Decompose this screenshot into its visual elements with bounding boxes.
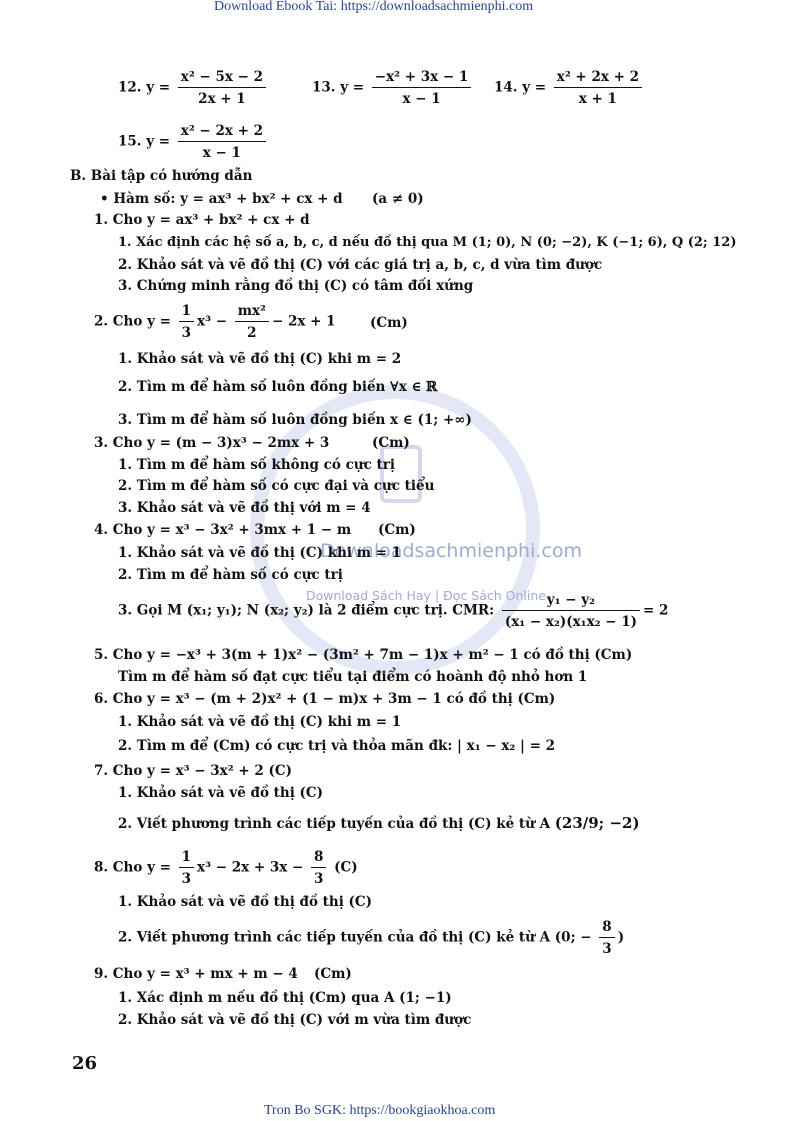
numerator: y₁ − y₂ <box>546 592 596 608</box>
numerator: x² − 2x + 2 <box>180 123 263 139</box>
fraction <box>179 302 194 342</box>
exercise-13 <box>312 68 474 108</box>
denominator: x − 1 <box>178 141 266 162</box>
problem-1-step-1: 1. Xác định các hệ số a, b, c, d nếu đồ thị qua M (1; 0), N (0; −2), K (−1; 6), Q (2; 12) <box>118 235 737 250</box>
numerator: 1 <box>181 303 192 319</box>
problem-5-step-1: Tìm m để hàm số đạt cực tiểu tại điểm có hoành độ nhỏ hơn 1 <box>118 669 588 685</box>
problem-4-step-3 <box>118 591 668 631</box>
problem-2-title <box>94 302 336 342</box>
problem-5-title: 5. Cho y = −x³ + 3(m + 1)x² − (3m² + 7m − 1)x + m² − 1 có đồ thị (Cm) <box>94 647 633 663</box>
equation-tag: (C) <box>334 859 358 876</box>
numerator: 8 <box>602 919 612 935</box>
footer-link[interactable]: Tron Bo SGK: https://bookgiaokhoa.com <box>264 1103 496 1118</box>
problem-4-step-2: 2. Tìm m để hàm số có cực trị <box>118 567 343 583</box>
numerator: x² + 2x + 2 <box>556 69 639 85</box>
fraction <box>178 68 266 108</box>
problem-8-step-2 <box>118 918 624 958</box>
problem-3-tag: (Cm) <box>372 435 410 451</box>
denominator: 3 <box>179 321 194 342</box>
problem-label: 2. Cho <box>94 313 143 330</box>
fraction <box>179 848 194 888</box>
exercise-14 <box>494 68 645 108</box>
problem-3-title: 3. Cho y = (m − 3)x³ − 2mx + 3 <box>94 435 330 451</box>
fraction <box>178 122 266 162</box>
problem-4-step-1: 1. Khảo sát và vẽ đồ thị (C) khi m = 1 <box>118 545 402 561</box>
problem-7-step-2 <box>118 814 640 833</box>
problem-1-step-2: 2. Khảo sát và vẽ đồ thị (C) với các giá trị a, b, c, d vừa tìm được <box>118 257 603 273</box>
exercise-label: 13. <box>312 79 336 96</box>
problem-1-title: 1. Cho y = ax³ + bx² + cx + d <box>94 212 310 228</box>
denominator: 3 <box>311 867 326 888</box>
problem-7-step-1: 1. Khảo sát và vẽ đồ thị (C) <box>118 785 324 801</box>
equation-term: − 2x + 1 <box>271 313 336 330</box>
problem-6-title: 6. Cho y = x³ − (m + 2)x² + (1 − m)x + 3m − 1 có đồ thị (Cm) <box>94 691 556 707</box>
problem-2-step-1: 1. Khảo sát và vẽ đồ thị (C) khi m = 2 <box>118 351 402 367</box>
problem-label: 8. Cho <box>94 859 143 876</box>
denominator: 2x + 1 <box>178 87 266 108</box>
problem-3-step-3: 3. Khảo sát và vẽ đồ thị với m = 4 <box>118 500 371 516</box>
problem-1-step-3: 3. Chứng minh rằng đồ thị (C) có tâm đối xứng <box>118 278 474 294</box>
section-b-condition: (a ≠ 0) <box>372 191 424 207</box>
section-b-title: B. Bài tập có hướng dẫn <box>70 168 253 184</box>
exercise-15 <box>118 122 269 162</box>
problem-6-step-1: 1. Khảo sát và vẽ đồ thị (C) khi m = 1 <box>118 714 402 730</box>
problem-9-tag: (Cm) <box>314 966 352 982</box>
denominator: 3 <box>599 937 614 958</box>
numerator: 8 <box>314 849 324 865</box>
problem-9-step-2: 2. Khảo sát và vẽ đồ thị (C) với m vừa tìm được <box>118 1012 472 1028</box>
fraction <box>502 591 640 631</box>
fraction <box>311 848 326 888</box>
step-text-end: ) <box>617 929 625 946</box>
step-text: 3. Gọi M (x₁; y₁); N (x₂; y₂) là 2 điểm cực trị. CMR: <box>118 602 495 619</box>
fraction <box>235 302 269 342</box>
equation-lhs: y = <box>147 859 171 876</box>
exercise-label: 14. <box>494 79 518 96</box>
denominator: (x₁ − x₂)(x₁x₂ − 1) <box>502 610 640 631</box>
equation-lhs: y = <box>522 79 547 96</box>
equation-rhs: = 2 <box>643 602 669 619</box>
equation-lhs: y = <box>146 79 171 96</box>
problem-2-step-2: 2. Tìm m để hàm số luôn đồng biến ∀x ∈ ℝ <box>118 379 438 395</box>
watermark-site: Downloadsachmienphi.com <box>320 540 582 562</box>
problem-4-tag: (Cm) <box>378 522 416 538</box>
page-number: 26 <box>72 1053 98 1074</box>
denominator: 3 <box>179 867 194 888</box>
denominator: 2 <box>235 321 269 342</box>
section-b-function: • Hàm số: y = ax³ + bx² + cx + d <box>100 191 343 207</box>
problem-8-step-1: 1. Khảo sát và vẽ đồ thị đồ thị (C) <box>118 894 373 910</box>
exercise-label: 15. <box>118 133 142 150</box>
equation-lhs: y = <box>146 133 171 150</box>
exercise-12 <box>118 68 269 108</box>
problem-3-step-2: 2. Tìm m để hàm số có cực đại và cực tiểu <box>118 478 435 494</box>
denominator: x + 1 <box>554 87 642 108</box>
problem-9-title: 9. Cho y = x³ + mx + m − 4 <box>94 966 298 982</box>
fraction <box>372 68 472 108</box>
equation-lhs: y = <box>340 79 365 96</box>
problem-4-title: 4. Cho y = x³ − 3x² + 3mx + 1 − m <box>94 522 352 538</box>
header-link[interactable]: Download Ebook Tai: https://downloadsachmienphi.com <box>214 0 534 14</box>
denominator: x − 1 <box>372 87 472 108</box>
numerator: 1 <box>181 849 192 865</box>
problem-2-step-3: 3. Tìm m để hàm số luôn đồng biến x ∈ (1; +∞) <box>118 412 472 428</box>
equation-term: x³ − 2x + 3x − <box>197 859 304 876</box>
step-text: 2. Viết phương trình các tiếp tuyến của đồ thị (C) kẻ từ A <box>118 816 551 832</box>
problem-3-step-1: 1. Tìm m để hàm số không có cực trị <box>118 457 396 473</box>
problem-7-title: 7. Cho y = x³ − 3x² + 2 (C) <box>94 763 292 779</box>
watermark-tagline: Download Sách Hay | Đọc Sách Online <box>306 588 546 603</box>
equation-lhs: y = <box>147 313 171 330</box>
equation-term: x³ − <box>197 313 228 330</box>
exercise-label: 12. <box>118 79 142 96</box>
fraction <box>599 918 614 958</box>
problem-6-step-2: 2. Tìm m để (Cm) có cực trị và thỏa mãn đk: | x₁ − x₂ | = 2 <box>118 738 556 754</box>
numerator: mx² <box>237 303 266 319</box>
problem-8-title <box>94 848 358 888</box>
step-text: 2. Viết phương trình các tiếp tuyến của đồ thị (C) kẻ từ A (0; − <box>118 929 592 946</box>
numerator: −x² + 3x − 1 <box>374 69 469 85</box>
point-coordinates: (23/9; −2) <box>554 814 640 832</box>
numerator: x² − 5x − 2 <box>180 69 263 85</box>
problem-2-tag: (Cm) <box>370 315 408 331</box>
problem-9-step-1: 1. Xác định m nếu đồ thị (Cm) qua A (1; −1) <box>118 990 452 1006</box>
fraction <box>554 68 642 108</box>
